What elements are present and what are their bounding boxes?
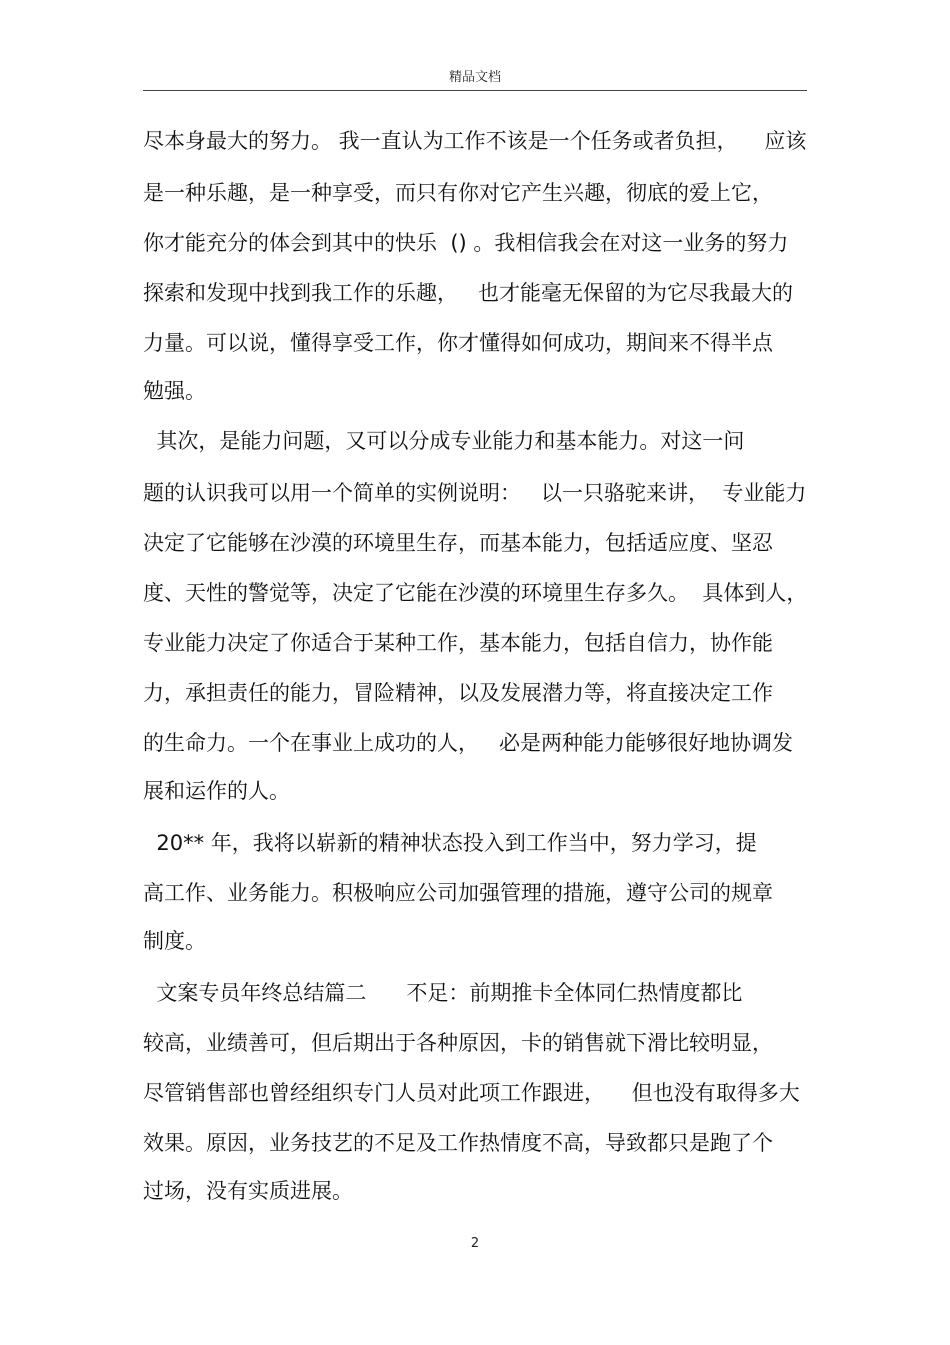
page-header: 精品文档 — [448, 70, 501, 85]
text-line: 决定了它能够在沙漠的环境里生存，而基本能力，包括适应度、坚忍 — [143, 531, 773, 555]
text-line: 勉强。 — [143, 379, 206, 403]
text-line: 专业能力决定了你适合于某种工作，基本能力，包括自信力，协作能 — [143, 631, 773, 655]
text-line: 力量。可以说，懂得享受工作，你才懂得如何成功，期间来不得半点 — [143, 331, 773, 355]
text-line: 效果。原因，业务技艺的不足及工作热情度不高，导致都只是跑了个 — [143, 1131, 773, 1155]
text-line: 过场，没有实质进展。 — [143, 1179, 353, 1203]
text-line: 尽管销售部也曾经组织专门人员对此项工作跟进， 但也没有取得多大 — [143, 1081, 800, 1105]
text-line: 尽本身最大的努力。 我一直认为工作不该是一个任务或者负担， 应该 — [143, 129, 807, 153]
text-line: 你才能充分的体会到其中的快乐 () 。我相信我会在对这一业务的努力 — [143, 231, 789, 255]
text-line: 力，承担责任的能力，冒险精神，以及发展潜力等，将直接决定工作 — [143, 681, 773, 705]
text-line: 探索和发现中找到我工作的乐趣， 也才能毫无保留的为它尽我最大的 — [143, 281, 794, 305]
text-line: 的生命力。一个在事业上成功的人， 必是两种能力能够很好地协调发 — [143, 731, 794, 755]
text-line: 制度。 — [143, 929, 206, 953]
page-number: 2 — [470, 1236, 480, 1251]
text-line: 是一种乐趣，是一种享受，而只有你对它产生兴趣，彻底的爱上它， — [143, 181, 773, 205]
text-line: 20** 年，我将以崭新的精神状态投入到工作当中，努力学习，提 — [143, 831, 757, 855]
text-line: 展和运作的人。 — [143, 779, 290, 803]
text-line: 其次，是能力问题，又可以分成专业能力和基本能力。对这一问 — [143, 429, 745, 453]
header-divider — [143, 90, 807, 91]
text-line: 题的认识我可以用一个简单的实例说明： 以一只骆驼来讲， 专业能力 — [143, 481, 807, 505]
text-line: 较高，业绩善可，但后期出于各种原因，卡的销售就下滑比较明显， — [143, 1031, 773, 1055]
text-line: 高工作、业务能力。积极响应公司加强管理的措施，遵守公司的规章 — [143, 881, 773, 905]
text-line: 文案专员年终总结篇二 不足：前期推卡全体同仁热情度都比 — [143, 981, 743, 1005]
text-line: 度、天性的警觉等，决定了它能在沙漠的环境里生存多久。 具体到人， — [143, 581, 808, 605]
